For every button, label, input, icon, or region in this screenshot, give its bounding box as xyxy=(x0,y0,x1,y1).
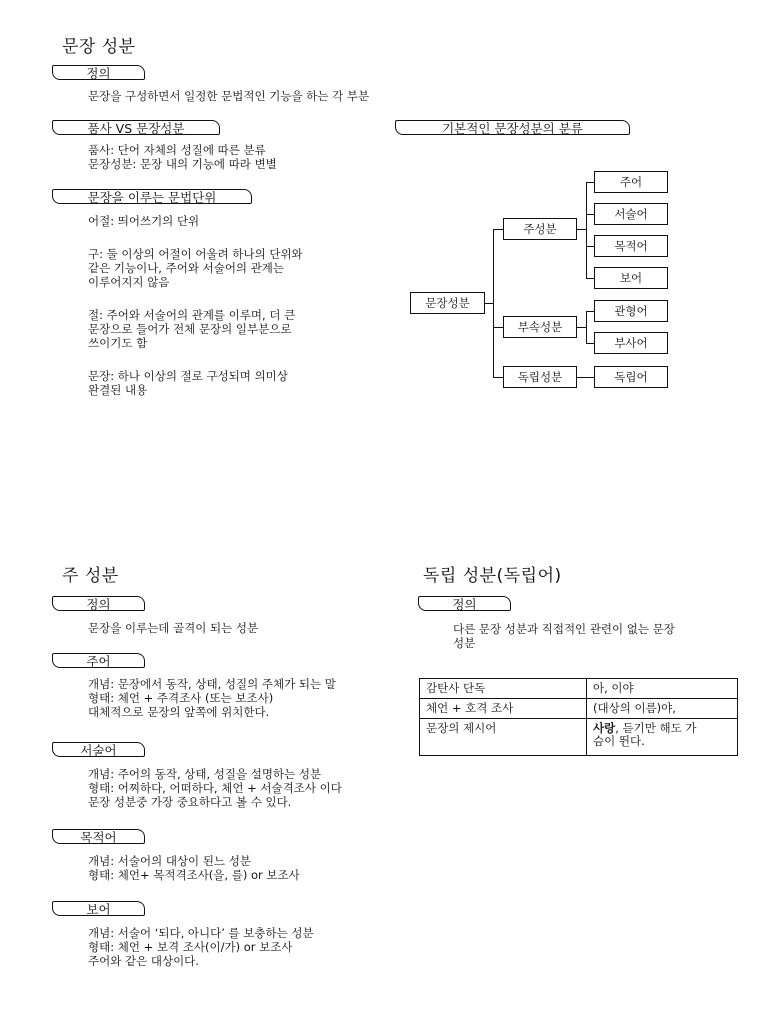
table-cell: (대상의 이름)야, xyxy=(587,699,738,719)
table-cell xyxy=(587,719,738,756)
pos-vs-text xyxy=(88,143,277,171)
main-definition-text: 문장을 이루는데 골격이 되는 성분 xyxy=(88,621,259,635)
independent-definition-tag: 정의 xyxy=(418,596,511,611)
tree-group-main: 주성분 xyxy=(503,218,577,240)
tree-leaf-subject: 주어 xyxy=(594,171,668,193)
units-para xyxy=(88,308,303,350)
table-cell: 문장의 제시어 xyxy=(420,719,587,756)
units-line: 문장: 하나 이상의 절로 구성되며 의미상 xyxy=(88,369,288,383)
complement-line: 형태: 체언 + 보격 조사(이/가) or 보조사 xyxy=(88,940,293,954)
complement-line: 개념: 서술어 ‘되다, 아니다’ 를 보충하는 성분 xyxy=(88,926,314,940)
independent-definition-text xyxy=(453,622,675,650)
pos-vs-line: 품사: 단어 자체의 성질에 따른 분류 xyxy=(88,143,266,157)
predicate-text xyxy=(88,767,342,809)
units-line: 절: 주어와 서술어의 관계를 이루며, 더 큰 xyxy=(88,308,296,322)
table-cell: 감탄사 단독 xyxy=(420,679,587,699)
predicate-line: 문장 성분중 가장 중요하다고 볼 수 있다. xyxy=(88,795,292,809)
subject-text xyxy=(88,677,336,719)
predicate-line: 개념: 주어의 동작, 상태, 성질을 설명하는 성분 xyxy=(88,767,322,781)
table-row xyxy=(420,719,738,756)
table-cell: 체언 + 호격 조사 xyxy=(420,699,587,719)
subject-line: 개념: 문장에서 동작, 상태, 성질의 주체가 되는 말 xyxy=(88,677,336,691)
predicate-tag: 서술어 xyxy=(52,742,145,757)
independent-table xyxy=(419,678,738,756)
independent-definition-line: 다른 문장 성분과 직접적인 관련이 없는 문장 xyxy=(453,622,675,636)
table-cell-text: , 듣기만 해도 가 xyxy=(615,721,697,735)
subject-line: 대체적으로 문장의 앞쪽에 위치한다. xyxy=(88,705,270,719)
units-line: 구: 둘 이상의 어절이 어울려 하나의 단위와 xyxy=(88,247,303,261)
table-cell-text: 슴이 뛴다. xyxy=(593,734,645,748)
table-row xyxy=(420,699,738,719)
object-tag: 목적어 xyxy=(52,829,145,844)
tree-leaf-object: 목적어 xyxy=(594,235,668,257)
complement-line: 주어와 같은 대상이다. xyxy=(88,954,199,968)
object-text xyxy=(88,854,300,882)
units-line: 이루어지지 않음 xyxy=(88,275,170,289)
independent-title: 독립 성분(독립어) xyxy=(423,566,562,586)
tree-group-modifier: 부속성분 xyxy=(503,316,577,338)
table-bold-word: 사랑 xyxy=(593,721,616,735)
tree-leaf-adnominal: 관형어 xyxy=(594,300,668,322)
tree-group-independent: 독립성분 xyxy=(503,366,577,388)
tree-leaf-independent: 독립어 xyxy=(594,366,668,388)
units-tag: 문장을 이루는 문법단위 xyxy=(52,189,252,204)
predicate-line: 형태: 어찌하다, 어떠하다, 체언 + 서술격조사 이다 xyxy=(88,781,342,795)
table-cell: 아, 이야 xyxy=(587,679,738,699)
subject-line: 형태: 체언 + 주격조사 (또는 보조사) xyxy=(88,691,274,705)
tree-root: 문장성분 xyxy=(410,292,485,314)
units-line: 문장으로 들어가 전체 문장의 일부분으로 xyxy=(88,322,292,336)
classification-tag: 기본적인 문장성분의 분류 xyxy=(395,120,630,135)
independent-definition-line: 성분 xyxy=(453,636,476,650)
page-title: 문장 성분 xyxy=(62,37,136,57)
object-line: 형태: 체언+ 목적격조사(을, 를) or 보조사 xyxy=(88,868,300,882)
pos-vs-line: 문장성분: 문장 내의 기능에 따라 변별 xyxy=(88,157,277,171)
table-row xyxy=(420,679,738,699)
units-para xyxy=(88,247,303,289)
subject-tag: 주어 xyxy=(52,653,145,668)
units-para xyxy=(88,369,303,397)
main-definition-tag: 정의 xyxy=(52,596,145,611)
pos-vs-tag: 품사 VS 문장성분 xyxy=(52,120,220,135)
units-para xyxy=(88,214,303,228)
units-line: 같은 기능이나, 주어와 서술어의 관계는 xyxy=(88,261,285,275)
tree-leaf-predicate: 서술어 xyxy=(594,203,668,225)
units-text xyxy=(88,214,303,397)
tree-leaf-complement: 보어 xyxy=(594,267,668,289)
main-title: 주 성분 xyxy=(62,566,119,586)
definition-tag: 정의 xyxy=(52,65,145,80)
units-line: 쓰이기도 함 xyxy=(88,336,148,350)
complement-tag: 보어 xyxy=(52,901,145,916)
tree-leaf-adverbial: 부사어 xyxy=(594,332,668,354)
units-line: 완결된 내용 xyxy=(88,383,148,397)
complement-text xyxy=(88,926,314,968)
object-line: 개념: 서술어의 대상이 된느 성분 xyxy=(88,854,251,868)
definition-text: 문장을 구성하면서 일정한 문법적인 기능을 하는 각 부분 xyxy=(88,89,370,103)
units-line: 어절: 띄어쓰기의 단위 xyxy=(88,214,200,228)
